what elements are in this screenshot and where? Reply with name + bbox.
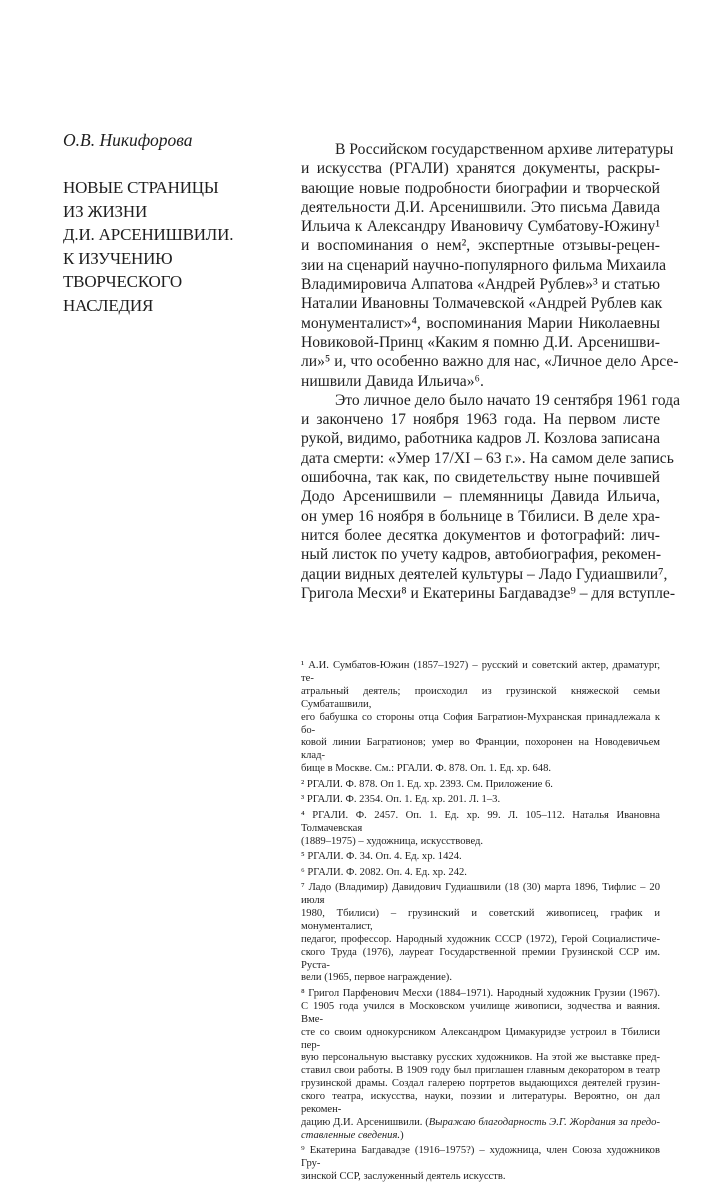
- footnote-line: вели (1965, первое награждение).: [301, 972, 452, 984]
- text-line: дата смерти: «Умер 17/XI – 63 г.». На самом деле запись: [301, 449, 674, 467]
- footnote-line: ставил свои работы. В 1909 году был приглашен главным декоратором в театр: [301, 1065, 660, 1077]
- text-line: и искусства (РГАЛИ) хранятся документы, раскры-: [301, 160, 660, 178]
- footnote-line: ставленные сведения.): [301, 1129, 404, 1141]
- title-line: К ИЗУЧЕНИЮ: [63, 248, 173, 268]
- footnote-line: бище в Москве. См.: РГАЛИ. Ф. 878. Оп. 1. Ед. хр. 648.: [301, 763, 552, 775]
- text-line: Новиковой-Принц «Каким я помню Д.И. Арсенишви-: [301, 333, 660, 351]
- footnote-line: ского Труда (1976), лауреат Государственной премии Грузинской ССР им. Руста-: [301, 946, 660, 971]
- author-name: О.В. Никифорова: [63, 130, 193, 150]
- title-line: ТВОРЧЕСКОГО: [63, 272, 182, 292]
- title-line: ИЗ ЖИЗНИ: [63, 201, 148, 221]
- footnote-line: ³ РГАЛИ. Ф. 2354. Оп. 1. Ед. хр. 201. Л. 1–3.: [301, 794, 501, 806]
- footnote-line: дацию Д.И. Арсенишвили. (Выражаю благодарность Э.Г. Жордания за предо-: [301, 1116, 660, 1128]
- footnote-line: ² РГАЛИ. Ф. 878. Оп 1. Ед. хр. 2393. См. Приложение 6.: [301, 778, 553, 790]
- footnote-line: С 1905 года учился в Московском училище живописи, зодчества и ваяния. Вме-: [301, 1000, 660, 1025]
- text-line: деятельности Д.И. Арсенишвили. Это письма Давида: [301, 198, 660, 216]
- title-line: НОВЫЕ СТРАНИЦЫ: [63, 178, 219, 197]
- text-line: нится более десятка документов и фотографий: лич-: [301, 526, 660, 544]
- footnote: [301, 1145, 660, 1184]
- text-line: вающие новые подробности биографии и творческой: [301, 179, 660, 197]
- text-line: Ильича к Александру Ивановичу Сумбатову-Южину¹: [301, 218, 660, 236]
- text-line: монументалист»⁴, воспоминания Марии Николаевны: [301, 314, 660, 332]
- footnote-line: ковой линии Багратионов; умер во Франции, похоронен на Новодевичьем клад-: [301, 737, 660, 762]
- text-line: Это личное дело было начато 19 сентября 1961 года: [335, 391, 680, 409]
- footnote: [301, 882, 660, 985]
- footnote: [301, 867, 660, 880]
- article-title: [63, 176, 233, 318]
- text-line: ошибочна, так как, по свидетельству ныне почившей: [301, 469, 660, 487]
- text-line: нишвили Давида Ильича»⁶.: [301, 372, 484, 390]
- footnote-line: его бабушка со стороны отца София Багратион-Мухранская принадлежала к бо-: [301, 711, 660, 736]
- footnote-line: ¹ А.И. Сумбатов-Южин (1857–1927) – русский и советский актер, драматург, те-: [301, 660, 660, 684]
- footnote-line: ского театра, искусства, науки, поэзии и литературы. Вероятно, он дал рекомен-: [301, 1091, 660, 1116]
- footnote: [301, 779, 660, 792]
- text-line: дации видных деятелей культуры – Ладо Гудиашвили⁷,: [301, 565, 668, 583]
- footnote: [301, 988, 660, 1143]
- footnote-line: ⁵ РГАЛИ. Ф. 34. Оп. 4. Ед. хр. 1424.: [301, 851, 462, 863]
- footnotes: [301, 660, 660, 1187]
- text-line: ный листок по учету кадров, автобиография, рекомен-: [301, 546, 662, 564]
- footnote-line: 1980, Тбилиси) – грузинский и советский живописец, график и монументалист,: [301, 907, 660, 932]
- text-line: он умер 16 ноября в больнице в Тбилиси. В деле хра-: [301, 507, 660, 525]
- text-line: Наталии Ивановны Толмачевской «Андрей Рублев как: [301, 295, 663, 313]
- footnote-line: ⁹ Екатерина Багдавадзе (1916–1975?) – художница, член Союза художников Гру-: [301, 1145, 660, 1170]
- main-text: [301, 140, 680, 603]
- text-line: В Российском государственном архиве литературы: [335, 141, 674, 158]
- text-line: рукой, видимо, работника кадров Л. Козлова записана: [301, 430, 660, 448]
- text-line: зии на сценарий научно-популярного фильма Михаила: [301, 256, 667, 274]
- text-line: ли»⁵ и, что особенно важно для нас, «Личное дело Арсе-: [301, 353, 679, 371]
- text-line: и закончено 17 ноября 1963 года. На первом листе: [301, 411, 660, 429]
- footnote-line: вую персональную выставку русских художников. На этой же выставке пред-: [301, 1052, 660, 1064]
- paragraph: [301, 140, 679, 391]
- footnote: [301, 810, 660, 849]
- text-line: Григола Месхи⁸ и Екатерины Багдавадзе⁹ – для вступле-: [301, 584, 676, 602]
- footnote-line: ⁸ Григол Парфенович Месхи (1884–1971). Народный художник Грузии (1967).: [301, 987, 660, 999]
- footnote-line: зинской ССР, заслуженный деятель искусств.: [301, 1171, 506, 1183]
- footnote-line: грузинской драмы. Создал галерею портретов выдающихся деятелей грузин-: [301, 1078, 660, 1090]
- footnote-line: педагог, профессор. Народный художник СССР (1972), Герой Социалистиче-: [301, 933, 660, 945]
- text-line: Додо Арсенишвили – племянницы Давида Ильича,: [301, 488, 660, 506]
- footnote-line: сте со своим однокурсником Александром Цимакуридзе устроил в Тбилиси пер-: [301, 1026, 660, 1051]
- footnote-line: ⁶ РГАЛИ. Ф. 2082. Оп. 4. Ед. хр. 242.: [301, 866, 467, 878]
- title-line: Д.И. АРСЕНИШВИЛИ.: [63, 225, 234, 245]
- footnote-line: ⁷ Ладо (Владимир) Давидович Гудиашвили (18 (30) марта 1896, Тифлис – 20 июля: [301, 882, 660, 906]
- title-line: НАСЛЕДИЯ: [63, 295, 154, 315]
- footnote: [301, 851, 660, 864]
- footnote-line: атральный деятель; происходил из грузинской княжеской семьи Сумбаташвили,: [301, 685, 660, 710]
- footnote-line: ⁴ РГАЛИ. Ф. 2457. Оп. 1. Ед. хр. 99. Л. 105–112. Наталья Ивановна Толмачевская: [301, 809, 660, 834]
- footnote: [301, 660, 660, 776]
- paragraph: [301, 391, 680, 603]
- footnote-line: (1889–1975) – художница, искусствовед.: [301, 835, 484, 847]
- footnote: [301, 794, 660, 807]
- text-line: Владимировича Алпатова «Андрей Рублев»³ и статью: [301, 276, 660, 294]
- text-line: и воспоминания о нем², экспертные отзывы-рецен-: [301, 237, 660, 255]
